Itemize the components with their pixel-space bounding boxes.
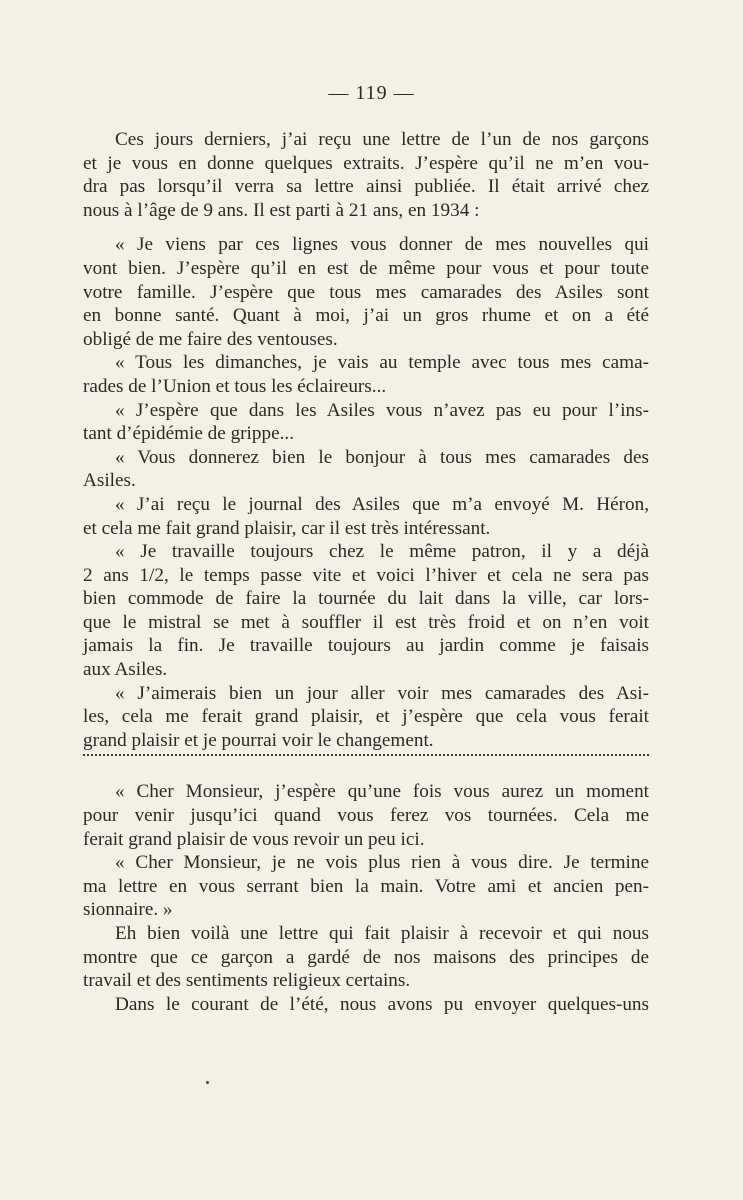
page-number: — 119 — bbox=[328, 82, 415, 104]
text-line: « J’espère que dans les Asiles vous n’avez pas eu pour l’ins- bbox=[115, 399, 649, 421]
text-line: et cela me fait grand plaisir, car il est très intéressant. bbox=[83, 517, 491, 539]
text-line: Ces jours derniers, j’ai reçu une lettre de l’un de nos garçons bbox=[115, 129, 649, 150]
text-line: bien commode de faire la tournée du lait dans la ville, car lors- bbox=[83, 588, 649, 610]
text-line: ma lettre en vous serrant bien la main. Votre ami et ancien pen- bbox=[83, 875, 649, 897]
paragraph-letter-4 bbox=[83, 446, 649, 493]
text-line: tant d’épidémie de grippe... bbox=[83, 423, 294, 445]
text-line: « Vous donnerez bien le bonjour à tous mes camarades des bbox=[115, 446, 649, 468]
dotted-separator bbox=[83, 754, 649, 772]
paragraph-letter-2 bbox=[83, 351, 649, 398]
body-text bbox=[83, 128, 649, 1016]
paragraph-letter-9 bbox=[83, 851, 649, 922]
text-line: « Je viens par ces lignes vous donner de mes nouvelles qui bbox=[115, 234, 649, 256]
text-line: que le mistral se met à souffler il est très froid et on n’en voit bbox=[83, 611, 649, 633]
text-line: sionnaire. » bbox=[83, 899, 173, 921]
paragraph-letter-3 bbox=[83, 399, 649, 446]
text-line: « Je travaille toujours chez le même patron, il y a déjà bbox=[115, 541, 649, 563]
text-line: « J’ai reçu le journal des Asiles que m’a envoyé M. Héron, bbox=[115, 493, 649, 515]
text-line: obligé de me faire des ventouses. bbox=[83, 328, 338, 350]
text-line: Dans le courant de l’été, nous avons pu envoyer quelques-uns bbox=[115, 993, 649, 1015]
text-line: grand plaisir et je pourrai voir le changement. bbox=[83, 729, 434, 751]
paragraph-letter-5 bbox=[83, 493, 649, 540]
ink-dot bbox=[206, 1081, 209, 1084]
text-line: « J’aimerais bien un jour aller voir mes camarades des Asi- bbox=[115, 682, 649, 704]
paragraph-intro bbox=[83, 128, 649, 222]
text-line: pour venir jusqu’ici quand vous ferez vos tournées. Cela me bbox=[83, 805, 649, 827]
text-line: votre famille. J’espère que tous mes camarades des Asiles sont bbox=[83, 281, 649, 303]
text-line: les, cela me ferait grand plaisir, et j’espère que cela vous ferait bbox=[83, 706, 649, 728]
text-line: ferait grand plaisir de vous revoir un peu ici. bbox=[83, 828, 425, 850]
text-line: « Tous les dimanches, je vais au temple avec tous mes cama- bbox=[115, 352, 649, 374]
text-line: montre que ce garçon a gardé de nos maisons des principes de bbox=[83, 946, 649, 968]
text-line: 2 ans 1/2, le temps passe vite et voici l’hiver et cela ne sera pas bbox=[83, 564, 649, 586]
text-line: aux Asiles. bbox=[83, 659, 168, 681]
paragraph-letter-6 bbox=[83, 540, 649, 682]
paragraph-comment bbox=[83, 922, 649, 993]
text-line: en bonne santé. Quant à moi, j’ai un gros rhume et on a été bbox=[83, 305, 649, 327]
text-line: travail et des sentiments religieux certains. bbox=[83, 970, 411, 992]
text-line: jamais la fin. Je travaille toujours au jardin comme je faisais bbox=[83, 635, 649, 657]
text-line: « Cher Monsieur, je ne vois plus rien à vous dire. Je termine bbox=[115, 852, 649, 874]
paragraph-letter-1 bbox=[83, 233, 649, 351]
text-line: dra pas lorsqu’il verra sa lettre ainsi publiée. Il était arrivé chez bbox=[83, 176, 649, 198]
paragraph-letter-7 bbox=[83, 682, 649, 753]
paragraph-letter-8 bbox=[83, 780, 649, 851]
text-line: nous à l’âge de 9 ans. Il est parti à 21 ans, en 1934 : bbox=[83, 199, 480, 221]
text-line: rades de l’Union et tous les éclaireurs... bbox=[83, 375, 387, 397]
text-line: Asiles. bbox=[83, 470, 136, 492]
text-line: et je vous en donne quelques extraits. J’espère qu’il ne m’en vou- bbox=[83, 152, 649, 174]
text-line: vont bien. J’espère qu’il en est de même pour vous et pour toute bbox=[83, 257, 649, 279]
text-line: « Cher Monsieur, j’espère qu’une fois vous aurez un moment bbox=[115, 781, 649, 803]
paragraph-gap bbox=[83, 222, 649, 233]
paragraph-final bbox=[83, 993, 649, 1017]
text-line: Eh bien voilà une lettre qui fait plaisir à recevoir et qui nous bbox=[115, 923, 649, 944]
